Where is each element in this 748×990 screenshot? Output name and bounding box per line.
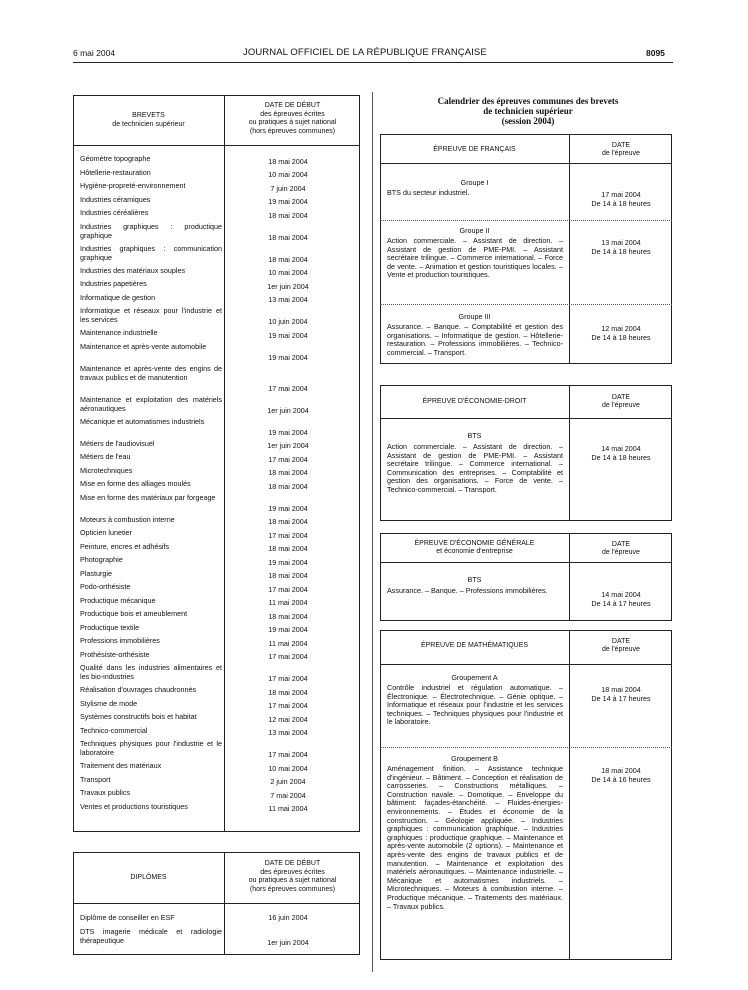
leader-dots	[80, 325, 220, 326]
francais-groupe-1-text: BTS du secteur industriel.	[387, 188, 470, 197]
francais-groupe-1: Groupe I	[460, 178, 489, 187]
table-row	[80, 775, 355, 789]
francais-groupe-3-date: 12 mai 2004 De 14 à 18 heures	[591, 324, 651, 342]
header-rule	[73, 62, 673, 63]
table-row	[80, 181, 355, 195]
table-row	[80, 395, 355, 417]
leader-dots	[80, 392, 220, 393]
leader-dots	[80, 361, 220, 362]
row-date: 19 mai 2004	[268, 197, 308, 206]
leader-dots	[80, 772, 220, 773]
row-date: 13 mai 2004	[268, 295, 308, 304]
groupement-b-text: Aménagement finition. – Assistance technique d'ingénieur. – Bâtiment. – Conception et réalisation de carrosseries. – Constructions métalliques. – Construction navale. – Domotique. – Enveloppe du bâtiment: façades-étanchéité. – Fluides-énergies-environnements. – Études et économie de la construction. – Géologie appliquée. – Industries graphiques : communication graphique. – Industries graphiques : productique graphique. – Maintenance et après-vente automobile (2 options). – Maintenance et après-vente des engins de travaux publics et de manutention. – Maintenance et exploitation des matériels aéronautiques. – Maintenance industrielle. – Mécanique et automatismes industriels. – Microtechniques. – Moteurs à combustion interne. – Productique mécanique. – Traitements des matériaux. – Travaux publics.	[387, 764, 563, 911]
table-row	[80, 266, 355, 280]
francais-groupe-2: Groupe II	[459, 226, 490, 235]
row-label: Moteurs à combustion interne	[80, 514, 175, 524]
leader-dots	[80, 946, 220, 947]
table-row	[80, 279, 355, 293]
economie-droit-group: BTS	[467, 431, 482, 440]
leader-dots	[80, 552, 220, 553]
leader-dots	[80, 924, 220, 925]
table-row	[80, 439, 355, 453]
row-date: 18 mai 2004	[268, 687, 308, 697]
leader-dots	[80, 192, 220, 193]
economie-generale-head: ÉPREUVE D'ÉCONOMIE GÉNÉRALE et économie d'entreprise	[414, 540, 535, 555]
row-label: DTS imagerie médicale et radiologie thérapeutique	[80, 926, 222, 945]
row-date: 11 mai 2004	[268, 638, 308, 648]
row-date: 11 mai 2004	[268, 598, 308, 607]
leader-dots	[80, 566, 220, 567]
francais-groupe-3-text: Assurance. – Banque. – Comptabilité et gestion des organisations. – Informatique de gestion. – Hôtellerie-restauration. – Professions immobilières. – Technico-commercial. – Transport.	[387, 322, 563, 357]
economie-generale-header-rule	[380, 562, 672, 563]
row-label: Réalisation d'ouvrages chaudronnés	[80, 685, 197, 694]
row-label: Plasturgie	[80, 568, 112, 578]
leader-dots	[80, 290, 220, 291]
row-date: 19 mai 2004	[268, 503, 308, 513]
row-date: 19 mai 2004	[268, 352, 308, 362]
leader-dots	[80, 436, 220, 437]
economie-generale-date-head: DATE de l'épreuve	[602, 541, 640, 556]
row-date: 7 juin 2004	[270, 183, 306, 193]
table-row	[80, 244, 355, 266]
leader-dots	[80, 449, 220, 450]
row-date: 17 mai 2004	[268, 750, 308, 759]
table-row	[80, 154, 355, 168]
francais-groupe-2-date: 13 mai 2004 De 14 à 18 heures	[591, 238, 651, 256]
row-label: Mise en forme des matériaux par forgeage	[80, 492, 216, 502]
leader-dots	[80, 539, 220, 540]
header-journal-title: JOURNAL OFFICIEL DE LA RÉPUBLIQUE FRANÇAISE	[243, 47, 487, 58]
economie-droit-date-head: DATE de l'épreuve	[602, 394, 640, 409]
leader-dots	[80, 799, 220, 800]
row-date: 19 mai 2004	[268, 330, 308, 340]
leader-dots	[80, 414, 220, 415]
table-row	[80, 493, 355, 515]
row-label: Stylisme de mode	[80, 698, 138, 708]
row-date: 10 mai 2004	[268, 170, 308, 179]
row-date: 7 mai 2004	[270, 790, 306, 800]
leader-dots	[80, 263, 220, 264]
row-label: Ventes et productions touristiques	[80, 801, 188, 811]
row-label: Informatique et réseaux pour l'industrie et les services	[80, 306, 222, 324]
table-row	[80, 466, 355, 480]
economie-droit-date: 14 mai 2004 De 14 à 18 heures	[591, 444, 651, 462]
row-label: Industries graphiques : communication graphique	[80, 243, 222, 262]
row-label: Hôtellerie-restauration	[80, 167, 151, 177]
row-date: 18 mai 2004	[268, 517, 308, 526]
row-label: Peinture, encres et adhésifs	[80, 541, 170, 551]
row-label: Diplôme de conseiller en ESF	[80, 913, 175, 922]
mathematiques-date-head: DATE de l'épreuve	[602, 638, 640, 653]
header-date: 6 mai 2004	[73, 48, 116, 58]
table-row	[80, 364, 355, 395]
table-row	[80, 515, 355, 529]
row-label: Industries des matériaux souples	[80, 265, 186, 275]
diplomes-col-header: DIPLÔMES	[130, 874, 167, 881]
row-date: 1er juin 2004	[267, 405, 309, 415]
row-label: Géomètre topographe	[80, 154, 151, 163]
table-row	[80, 663, 355, 685]
mathematiques-head: ÉPREUVE DE MATHÉMATIQUES	[420, 642, 529, 649]
header-page-number: 8095	[646, 48, 665, 58]
francais-groupe-2-text: Action commerciale. – Assistant de direction. – Assistant de gestion de PME-PMI. – Assistant secrétaire trilingue. – Commerce international. – Force de vente. – Animation et gestion touristiques locales. – Vente et production touristiques.	[387, 236, 563, 280]
groupement-a: Groupement A	[451, 673, 498, 682]
leader-dots	[80, 620, 220, 621]
row-date: 16 juin 2004	[268, 913, 308, 922]
economie-droit-text: Action commerciale. – Assistant de direction. – Assistant de gestion de PME-PMI. – Assistant secrétaire trilingue. – Commerce international. – Communication des entreprises. – Comptabilité et gestion des organisations. – Force de vente. – Technico-commercial. – Transport.	[387, 442, 563, 494]
groupement-b-date: 18 mai 2004 De 14 à 16 heures	[591, 766, 651, 784]
row-date: 17 mai 2004	[268, 652, 308, 661]
leader-dots	[80, 593, 220, 594]
row-label: Podo-orthésiste	[80, 582, 131, 591]
row-date: 11 mai 2004	[268, 804, 308, 813]
row-date: 19 mai 2004	[268, 427, 308, 437]
row-date: 17 mai 2004	[268, 584, 308, 594]
row-label: Maintenance et après-vente des engins de travaux publics et de manutention	[80, 363, 222, 382]
row-date: 18 mai 2004	[268, 254, 308, 264]
row-label: Maintenance industrielle	[80, 328, 158, 337]
row-label: Productique bois et ameublement	[80, 609, 188, 618]
row-label: Prothésiste-orthésiste	[80, 649, 150, 659]
table-row	[80, 555, 355, 569]
table-row	[80, 927, 355, 949]
table-row	[80, 306, 355, 328]
francais-head: ÉPREUVE DE FRANÇAIS	[433, 146, 516, 153]
row-label: Maintenance et après-vente automobile	[80, 341, 207, 351]
francais-groupe-3: Groupe III	[458, 312, 491, 321]
leader-dots	[80, 241, 220, 242]
row-date: 19 mai 2004	[268, 557, 308, 567]
row-label: Industries céréalières	[80, 208, 149, 217]
leader-dots	[80, 682, 220, 683]
bts-col-header-brevets: BREVETS de technicien supérieur	[112, 112, 185, 128]
row-label: Mécanique et automatismes industriels	[80, 416, 205, 426]
leader-dots	[80, 165, 220, 166]
table-row	[80, 328, 355, 342]
leader-dots	[80, 579, 220, 580]
leader-dots	[80, 276, 220, 277]
leader-dots	[80, 812, 220, 813]
table-row	[80, 609, 355, 623]
row-date: 18 mai 2004	[268, 210, 308, 220]
table-row	[80, 479, 355, 493]
leader-dots	[80, 606, 220, 607]
leader-dots	[80, 339, 220, 340]
table-row	[80, 913, 355, 927]
leader-dots	[80, 476, 220, 477]
mathematiques-col-divider	[569, 630, 570, 960]
table-row	[80, 699, 355, 713]
leader-dots	[80, 709, 220, 710]
row-label: Microtechniques	[80, 465, 133, 475]
table-row	[80, 569, 355, 583]
row-date: 12 mai 2004	[268, 714, 308, 724]
leader-dots	[80, 303, 220, 304]
groupement-a-text: Contrôle industriel et régulation automatique. – Électronique. – Électrotechnique. – Génie optique. – Informatique et réseaux pour l'industrie et les services techniques. – Techniques physiques pour l'industrie et le laboratoire.	[387, 683, 563, 727]
francais-groupe-1-date: 17 mai 2004 De 14 à 18 heures	[591, 190, 651, 208]
row-label: Techniques physiques pour l'industrie et le laboratoire	[80, 739, 222, 757]
mathematiques-header-rule	[380, 664, 672, 665]
bts-table-header-rule	[73, 145, 360, 146]
table-row	[80, 528, 355, 542]
row-date: 10 juin 2004	[268, 317, 308, 326]
table-row	[80, 726, 355, 740]
diplomes-col-header-date: DATE DE DÉBUT des épreuves écrites ou pratiques à sujet national (hors épreuves communes)	[248, 860, 337, 893]
row-date: 17 mai 2004	[268, 454, 308, 464]
row-date: 18 mai 2004	[268, 481, 308, 491]
row-date: 13 mai 2004	[268, 728, 308, 737]
row-date: 2 juin 2004	[270, 777, 306, 786]
row-label: Transport	[80, 774, 111, 784]
economie-generale-date: 14 mai 2004 De 14 à 17 heures	[591, 590, 651, 608]
row-label: Qualité dans les industries alimentaires et les bio-industries	[80, 663, 222, 681]
leader-dots	[80, 736, 220, 737]
row-label: Traitement des matériaux	[80, 761, 162, 770]
francais-date-head: DATE de l'épreuve	[602, 142, 640, 157]
francais-header-rule	[380, 163, 672, 164]
row-label: Productique mécanique	[80, 595, 156, 605]
leader-dots	[80, 785, 220, 786]
table-row	[80, 761, 355, 775]
row-date: 18 mai 2004	[268, 611, 308, 621]
table-row	[80, 596, 355, 610]
leader-dots	[80, 647, 220, 648]
leader-dots	[80, 660, 220, 661]
row-label: Métiers de l'audiovisuel	[80, 438, 155, 448]
row-label: Industries céramiques	[80, 194, 151, 204]
table-row	[80, 417, 355, 439]
row-date: 18 mai 2004	[268, 571, 308, 580]
row-label: Technico-commercial	[80, 725, 148, 735]
row-date: 17 mai 2004	[268, 383, 308, 393]
row-date: 18 mai 2004	[268, 156, 308, 166]
economie-generale-group: BTS	[467, 575, 482, 584]
leader-dots	[80, 490, 220, 491]
leader-dots	[80, 178, 220, 179]
table-row	[80, 802, 355, 816]
row-label: Photographie	[80, 555, 123, 564]
column-divider	[372, 92, 373, 972]
mathematiques-sep	[380, 747, 672, 748]
table-row	[80, 650, 355, 664]
row-date: 18 mai 2004	[268, 468, 308, 477]
table-row	[80, 168, 355, 182]
economie-droit-header-rule	[380, 418, 672, 419]
row-date: 18 mai 2004	[268, 232, 308, 242]
leader-dots	[80, 723, 220, 724]
row-label: Professions immobilières	[80, 636, 160, 645]
table-row	[80, 623, 355, 637]
row-label: Travaux publics	[80, 788, 131, 797]
leader-dots	[80, 696, 220, 697]
economie-generale-text: Assurance. – Banque. – Professions immobilières.	[387, 586, 548, 595]
groupement-b: Groupement B	[451, 754, 498, 763]
row-date: 10 mai 2004	[268, 763, 308, 773]
economie-droit-head: ÉPREUVE D'ÉCONOMIE-DROIT	[422, 398, 527, 405]
francais-sep-1	[380, 220, 672, 221]
row-date: 18 mai 2004	[268, 544, 308, 553]
leader-dots	[80, 205, 220, 206]
row-label: Opticien lunetier	[80, 528, 132, 537]
row-label: Industries graphiques : productique graphique	[80, 221, 222, 240]
row-date: 17 mai 2004	[268, 701, 308, 710]
table-row	[80, 293, 355, 307]
row-date: 10 mai 2004	[268, 268, 308, 277]
row-date: 1er juin 2004	[267, 281, 309, 291]
leader-dots	[80, 219, 220, 220]
leader-dots	[80, 633, 220, 634]
diplomes-table-header-rule	[73, 903, 360, 904]
leader-dots	[80, 512, 220, 513]
table-row	[80, 208, 355, 222]
row-label: Maintenance et exploitation des matériels aéronautiques	[80, 394, 222, 413]
row-date: 1er juin 2004	[267, 937, 309, 947]
row-label: Hygiène-propreté-environnement	[80, 181, 186, 190]
table-row	[80, 582, 355, 596]
row-label: Informatique de gestion	[80, 292, 156, 302]
table-row	[80, 195, 355, 209]
table-row	[80, 542, 355, 556]
row-label: Métiers de l'eau	[80, 452, 131, 461]
table-row	[80, 685, 355, 699]
leader-dots	[80, 758, 220, 759]
francais-sep-2	[380, 304, 672, 305]
table-row	[80, 788, 355, 802]
row-label: Mise en forme des alliages moulés	[80, 479, 191, 488]
leader-dots	[80, 525, 220, 526]
row-label: Industries papetières	[80, 279, 147, 288]
leader-dots	[80, 463, 220, 464]
row-label: Productique textile	[80, 622, 140, 632]
table-row	[80, 222, 355, 244]
row-date: 1er juin 2004	[267, 441, 309, 450]
row-label: Systèmes constructifs bois et habitat	[80, 712, 197, 721]
table-row	[80, 342, 355, 364]
row-date: 17 mai 2004	[268, 530, 308, 540]
table-row	[80, 739, 355, 761]
table-row	[80, 712, 355, 726]
row-date: 17 mai 2004	[268, 674, 308, 683]
row-date: 19 mai 2004	[268, 625, 308, 634]
calendar-title: Calendrier des épreuves communes des brevets de technicien supérieur (session 2004)	[437, 96, 619, 126]
table-row	[80, 452, 355, 466]
bts-col-header-date: DATE DE DÉBUT des épreuves écrites ou pratiques à sujet national (hors épreuves communes)	[248, 102, 337, 135]
table-row	[80, 636, 355, 650]
groupement-a-date: 18 mai 2004 De 14 à 17 heures	[591, 685, 651, 703]
